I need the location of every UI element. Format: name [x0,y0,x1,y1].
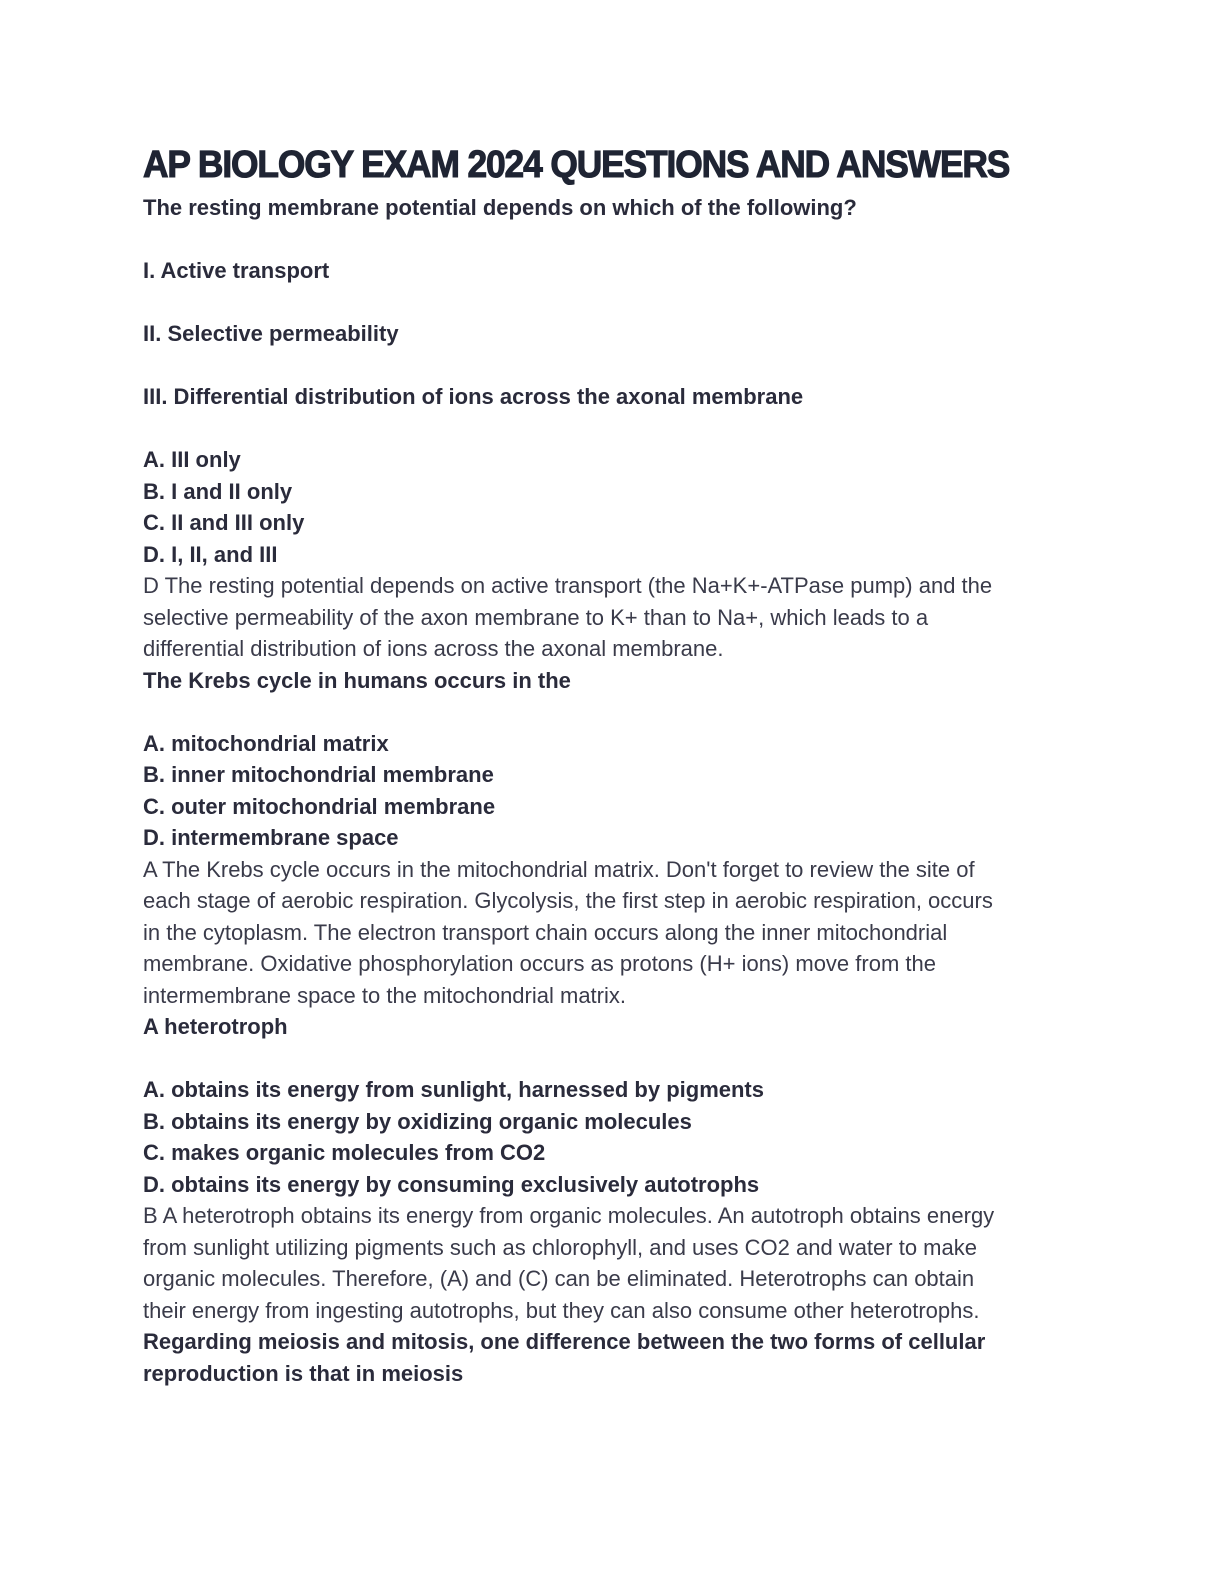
option-d: D. I, II, and III [143,541,278,567]
answer-explanation [143,1200,1083,1326]
option-a: A. III only [143,447,241,472]
answer-line: differential distribution of ions across the axonal membrane. [143,636,724,661]
answer-explanation [143,854,1083,1012]
question-stem: reproduction is that in meiosis [143,1360,464,1386]
answer-line: their energy from ingesting autotrophs, but they can also consume other heterotrophs. [143,1297,980,1323]
option-a: A. mitochondrial matrix [143,730,389,756]
answer-line: selective permeability of the axon membrane to K+ than to Na+, which leads to a [143,604,929,630]
option-d: D. intermembrane space [143,825,399,850]
answer-line: intermembrane space to the mitochondrial matrix. [143,982,626,1008]
question-stem: The resting membrane potential depends on which of the following? [143,195,857,220]
statement-item: I. Active transport [143,258,330,283]
answer-explanation [143,570,1083,665]
answer-line: D The resting potential depends on active transport (the Na+K+-ATPase pump) and the [143,573,993,598]
option-c: C. outer mitochondrial membrane [143,793,496,819]
statement-item: II. Selective permeability [143,321,399,346]
question-1 [143,192,1083,665]
option-c: C. II and III only [143,510,305,535]
answer-line: from sunlight utilizing pigments such as chlorophyll, and uses CO2 and water to make [143,1234,977,1260]
answer-line: in the cytoplasm. The electron transport chain occurs along the inner mitochondrial [143,919,948,945]
question-4 [143,1326,1083,1389]
option-b: B. obtains its energy by oxidizing organic molecules [143,1108,692,1134]
answer-line: each stage of aerobic respiration. Glycolysis, the first step in aerobic respiration, occurs [143,888,993,913]
document-title: AP BIOLOGY EXAM 2024 QUESTIONS AND ANSWERS [143,144,1010,186]
option-d: D. obtains its energy by consuming exclusively autotrophs [143,1171,760,1197]
answer-line: B A heterotroph obtains its energy from organic molecules. An autotroph obtains energy [143,1203,995,1228]
answer-line: membrane. Oxidative phosphorylation occurs as protons (H+ ions) move from the [143,951,936,976]
statement-item: III. Differential distribution of ions across the axonal membrane [143,384,804,409]
option-c: C. makes organic molecules from CO2 [143,1140,546,1165]
document-page [143,138,1083,1389]
question-3 [143,1011,1083,1326]
question-2 [143,665,1083,1012]
option-a: A. obtains its energy from sunlight, harnessed by pigments [143,1077,764,1102]
option-b: B. inner mitochondrial membrane [143,762,494,787]
question-stem: Regarding meiosis and mitosis, one difference between the two forms of cellular [143,1329,986,1354]
question-stem: A heterotroph [143,1014,288,1039]
question-stem: The Krebs cycle in humans occurs in the [143,667,571,693]
option-b: B. I and II only [143,478,293,504]
answer-line: organic molecules. Therefore, (A) and (C) can be eliminated. Heterotrophs can obtain [143,1266,975,1291]
answer-line: A The Krebs cycle occurs in the mitochondrial matrix. Don't forget to review the site of [143,856,975,882]
